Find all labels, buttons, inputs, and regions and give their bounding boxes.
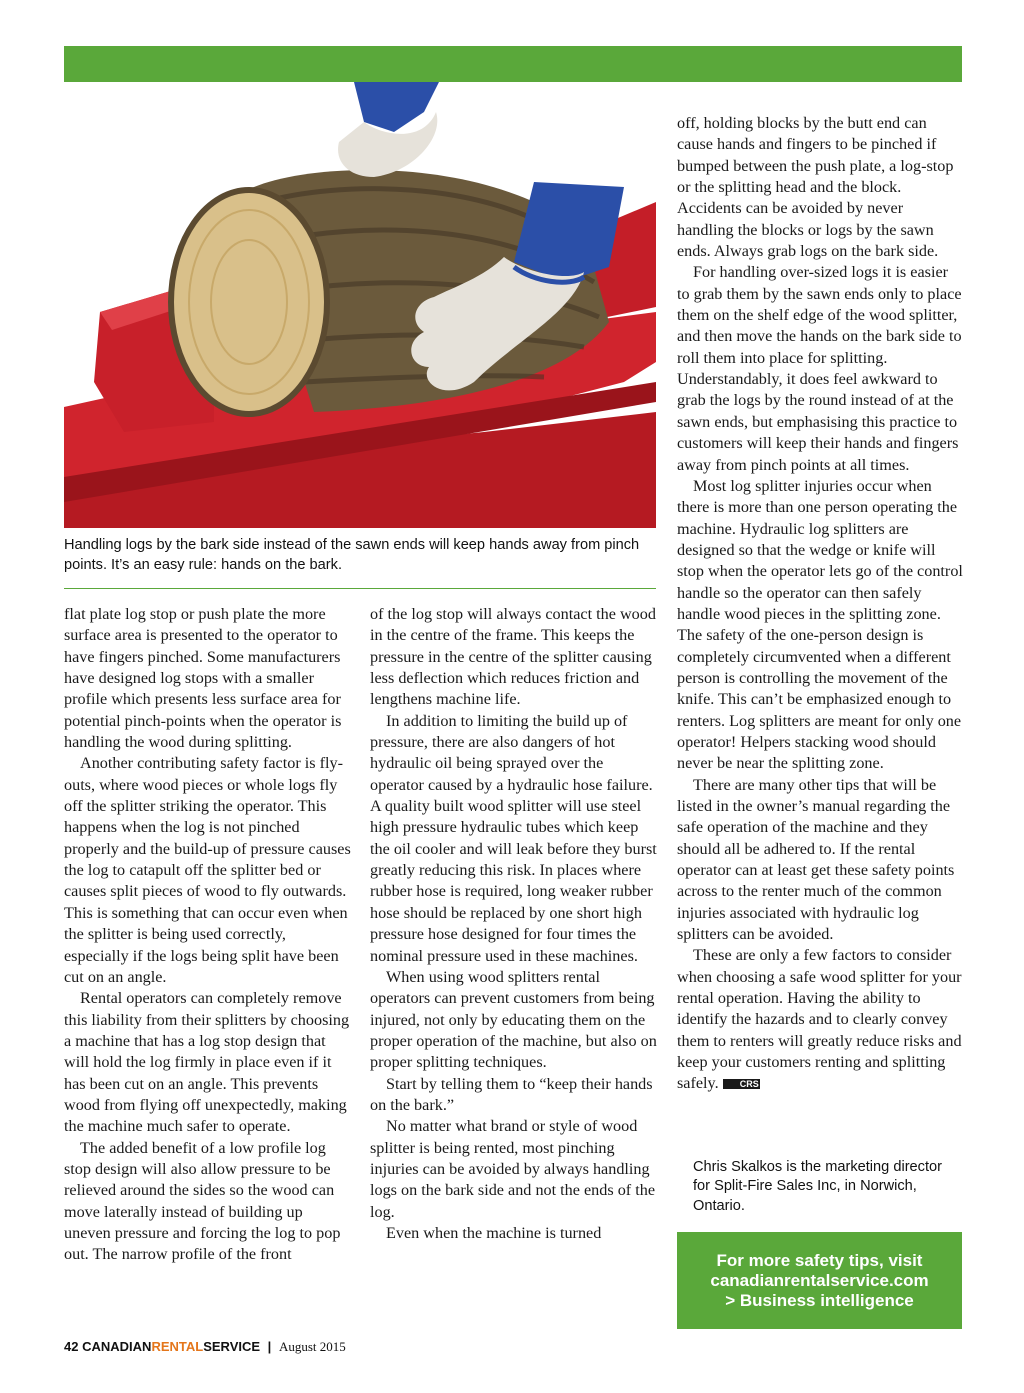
footer-separator: |	[267, 1339, 272, 1354]
paragraph: When using wood splitters rental operators can prevent customers from being injured, not only by educating them on the proper operation of the machine, but also on proper splitting techniques.	[370, 967, 657, 1072]
paragraph: For handling over-sized logs it is easier to grab them by the sawn ends only to place them on the shelf edge of the wood splitter, and then move the hands on the bark side to roll them into place for splitting. Understandably, it does feel awkward to grab the logs by the round instead of at the sawn ends, but emphasising this practice to customers will keep their hands and fingers away from pinch points at all times.	[677, 263, 962, 474]
paragraph: Rental operators can completely remove this liability from their splitters by choosing a machine that has a log stop design that will hold the log firmly in place even if it has been cut on an angle. This prevents wood from flying off unexpectedly, making the machine much safer to operate.	[64, 989, 350, 1136]
brand-rental: RENTAL	[151, 1339, 204, 1354]
last-paragraph: These are only a few factors to consider when choosing a safe wood splitter for your rental operation. Having the ability to identify the hazards and to clearly convey them to renters will greatly reduce risks and keep your customers renting and splitting safely. CRS	[677, 946, 962, 1093]
promo-link[interactable]: canadianrentalservice.com	[710, 1270, 929, 1290]
paragraph: Another contributing safety factor is fly-outs, where wood pieces or whole logs fly off the splitter striking the operator. This happens when the log is not pinched properly and the build-up of pressure causes the log to catapult off the splitter bed or causes split pieces of wood to fly outwards. This is something that can occur even when the splitter is being used correctly, especially if the logs being split have been cut on an angle.	[64, 754, 351, 986]
promo-line: > Business intelligence	[725, 1290, 914, 1310]
end-mark-icon: CRS	[723, 1079, 760, 1089]
article-column-2	[370, 604, 658, 1244]
promo-box[interactable]	[677, 1232, 962, 1329]
author-bio: Chris Skalkos is the marketing director for Split-Fire Sales Inc, in Norwich, Ontario.	[693, 1159, 942, 1214]
paragraph: There are many other tips that will be listed in the owner’s manual regarding the safe operation of the machine and they should all be adhered to. If the rental operator can at least get these safety points across to the renter much of the common injuries associated with hydraulic log splitters can be avoided.	[677, 775, 955, 944]
paragraph: No matter what brand or style of wood splitter is being rented, most pinching injuries can be avoided by always handling logs on the bark side and not the ends of the log.	[370, 1117, 656, 1221]
paragraph: Start by telling them to “keep their hands on the bark.”	[370, 1074, 653, 1114]
log-splitter-photo	[64, 82, 656, 528]
paragraph: flat plate log stop or push plate the more surface area is presented to the operator to have fingers pinched. Some manufacturers have designed log stops with a smaller profile which presents less surface area for potential pinch-points when the operator is handling the wood during splitting.	[64, 605, 342, 752]
paragraph: The added benefit of a low profile log stop design will also allow pressure to be relieved around the sides so the wood can move laterally instead of building up uneven pressure and forcing the log to pop out. The narrow profile of the front	[64, 1138, 341, 1264]
log-splitter-illustration	[64, 82, 656, 528]
article-column-3	[677, 113, 963, 1095]
brand-service: SERVICE	[203, 1339, 261, 1354]
paragraph: off, holding blocks by the butt end can cause hands and fingers to be pinched if bumped between the push plate, a log-stop or the splitting head and the block. Accidents can be avoided by never handling the blocks or logs by the sawn ends. Always grab logs on the bark side.	[677, 114, 954, 261]
glove-cuff-right	[514, 182, 624, 282]
header-color-bar	[64, 46, 962, 82]
page-number: 42	[64, 1339, 79, 1354]
brand-canadian: CANADIAN	[82, 1339, 152, 1354]
paragraph: Most log splitter injuries occur when there is more than one person operating the machine. Hydraulic log splitters are designed so that the wedge or knife will stop when the operator lets go of the control handle so the operator can then safely handle wood pieces in the splitting zone. The safety of the one-person design is completely circumvented when a different person is controlling the movement of the knife. This can’t be emphasized enough to renters. Log splitters are meant for only one operator! Helpers stacking wood should never be near the splitting zone.	[677, 476, 963, 773]
paragraph: Even when the machine is turned	[386, 1223, 602, 1242]
caption-divider	[64, 588, 656, 589]
page-footer	[64, 1339, 346, 1355]
paragraph: of the log stop will always contact the wood in the centre of the frame. This keeps the pressure in the centre of the splitter causing less deflection which reduces friction and lengthens machine life.	[370, 605, 656, 709]
paragraph: In addition to limiting the build up of pressure, there are also dangers of hot hydraulic oil being sprayed over the operator caused by a hydraulic hose failure. A quality built wood splitter will use steel high pressure hydraulic tubes which keep the oil cooler and will leak before they burst greatly reducing this risk. In places where rubber hose is required, long weaker rubber hose should be replaced by one short high pressure hose designed for four times the nominal pressure used in these machines.	[370, 711, 657, 965]
promo-line: For more safety tips, visit	[716, 1250, 923, 1270]
photo-caption: Handling logs by the bark side instead of the sawn ends will keep hands away from pinch points. It’s an easy rule: hands on the bark.	[64, 537, 640, 573]
article-column-1	[64, 604, 352, 1266]
issue-date: August 2015	[278, 1339, 346, 1354]
